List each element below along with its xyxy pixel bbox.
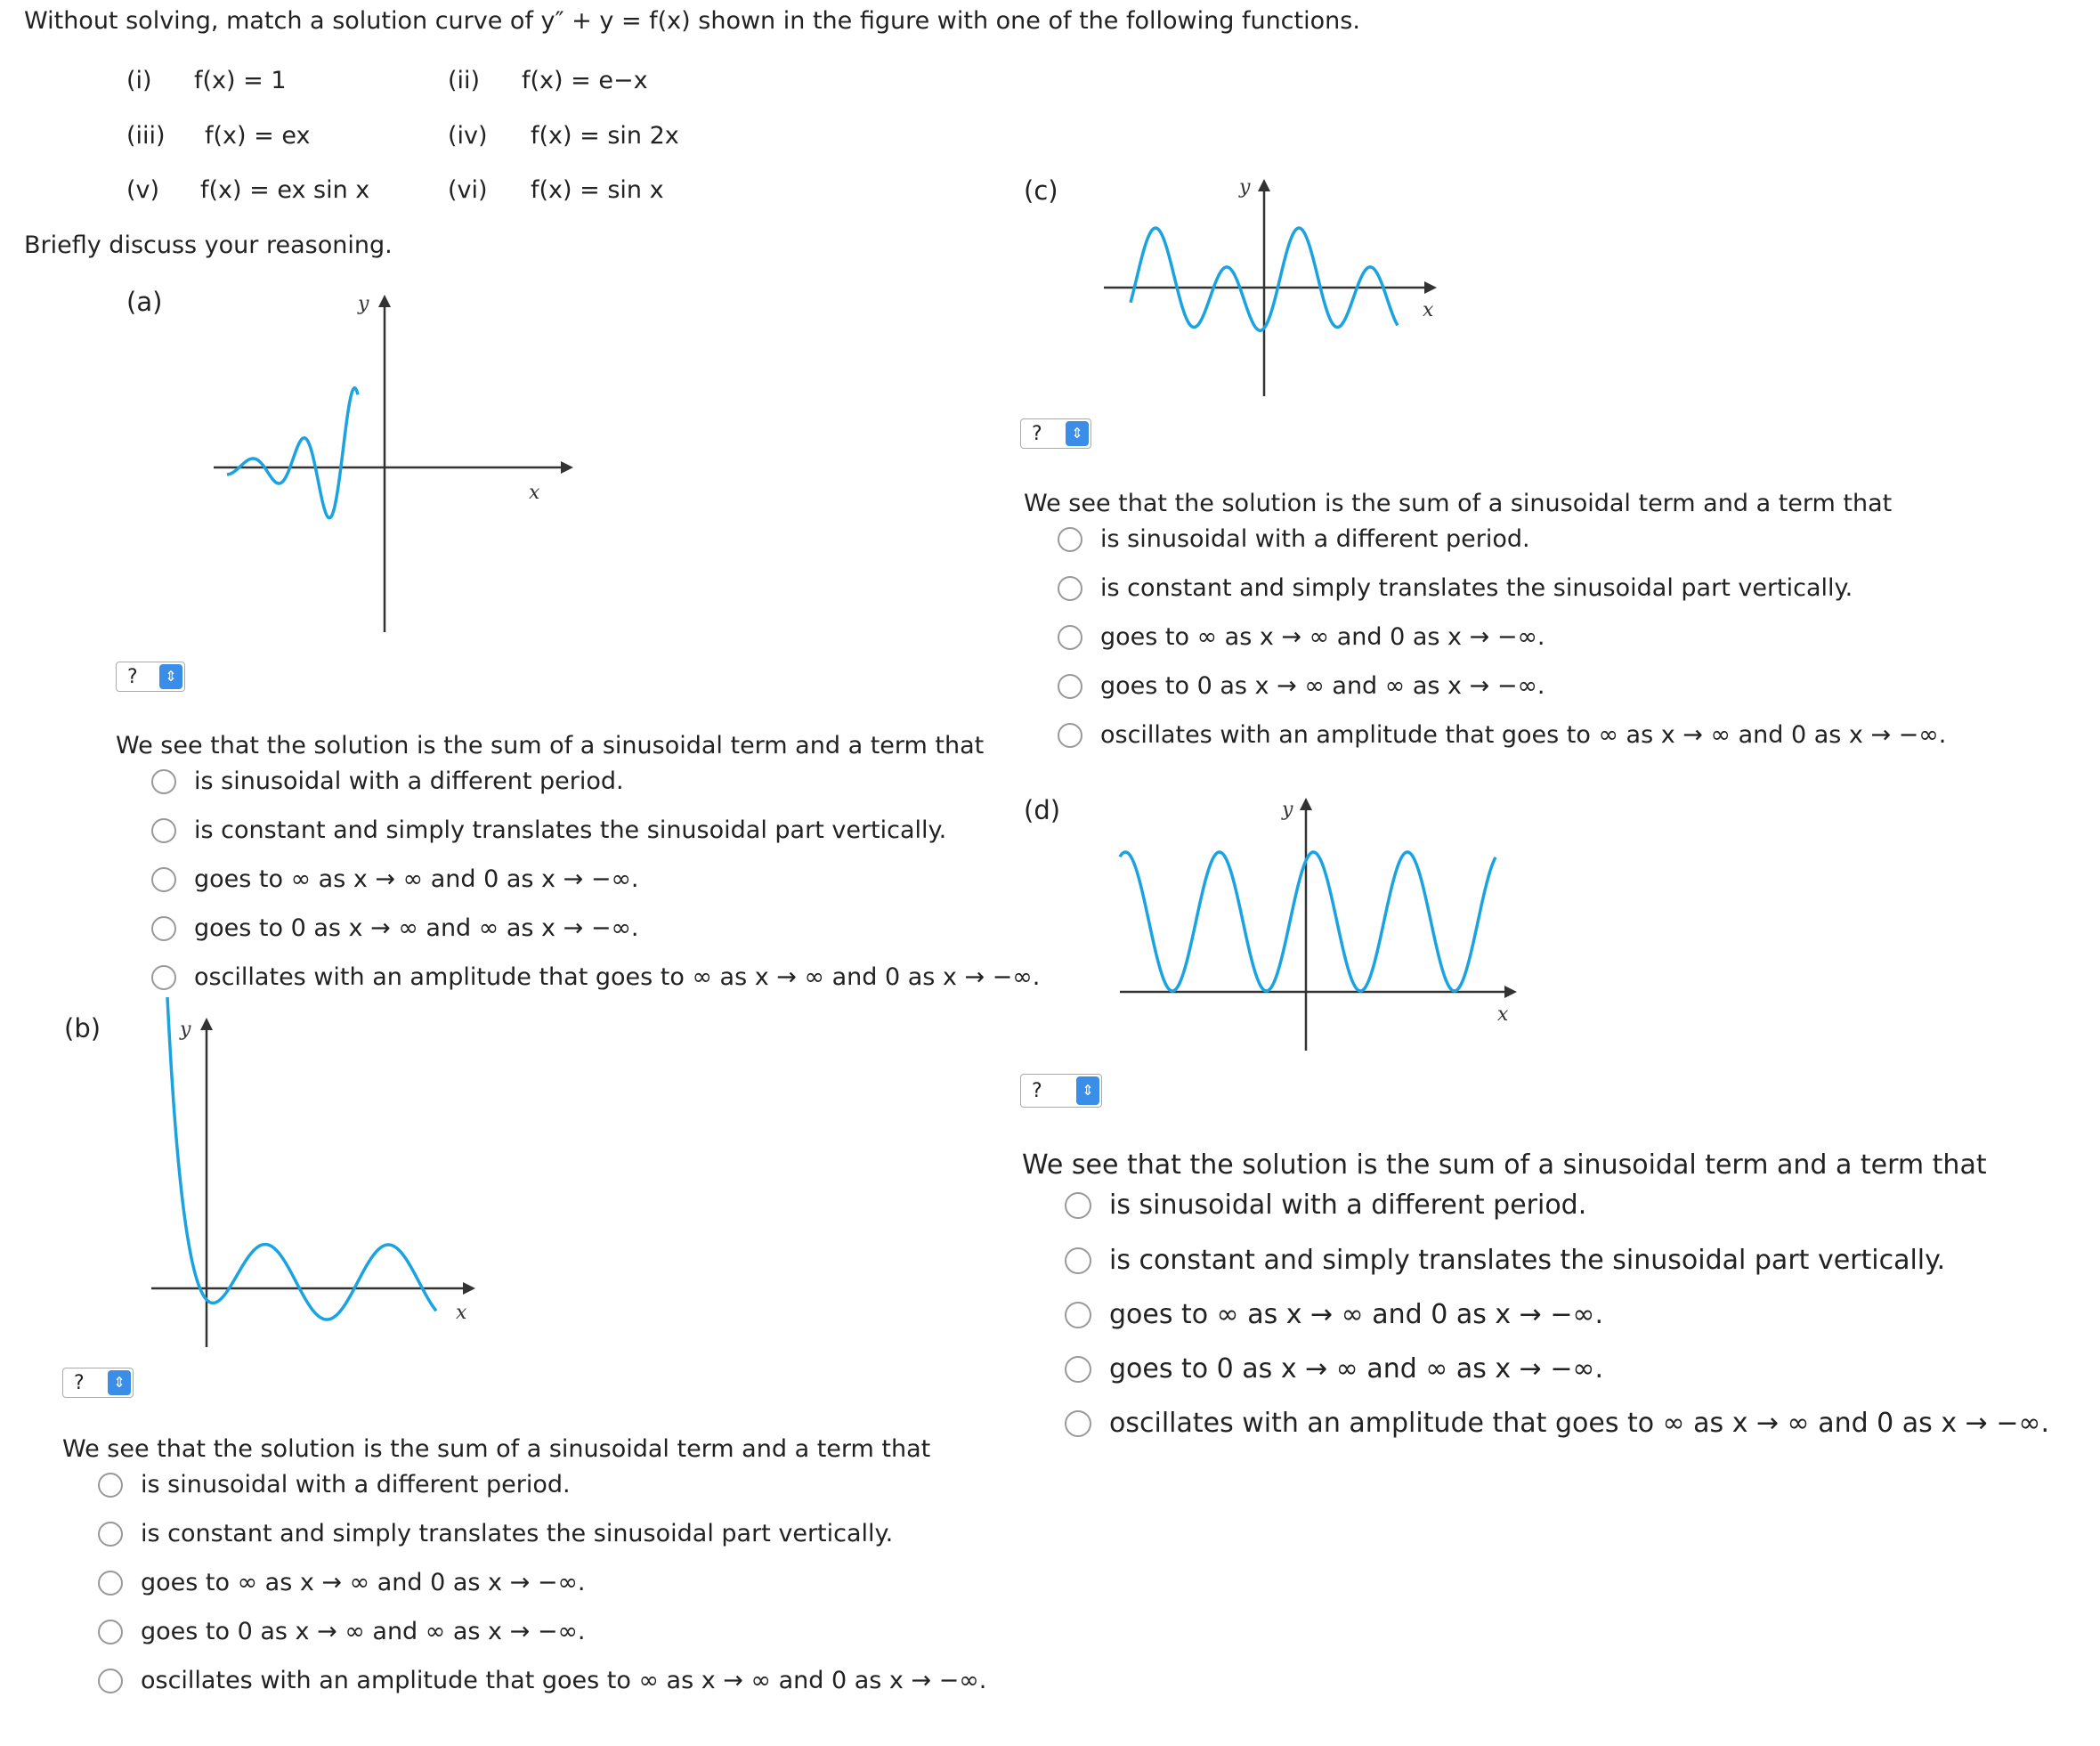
function-expr: f(x) = ex xyxy=(205,122,311,150)
radio-button[interactable] xyxy=(1058,576,1082,601)
part-c-option[interactable] xyxy=(1058,623,1545,651)
problem-prompt: Without solving, match a solution curve of y″ + y = f(x) shown in the figure with one of the following functions. xyxy=(24,7,1360,35)
radio-button[interactable] xyxy=(1065,1192,1091,1219)
part-a-option[interactable] xyxy=(151,816,946,844)
option-label: is constant and simply translates the sinusoidal part vertically. xyxy=(1109,1245,1946,1276)
radio-button[interactable] xyxy=(151,769,176,794)
radio-button[interactable] xyxy=(151,818,176,843)
part-c-label: (c) xyxy=(1024,175,1058,206)
radio-button[interactable] xyxy=(1058,527,1082,552)
option-label: goes to 0 as x → ∞ and ∞ as x → −∞. xyxy=(194,914,639,942)
part-c-reasoning-intro: We see that the solution is the sum of a sinusoidal term and a term that xyxy=(1024,490,1893,517)
y-axis-label: y xyxy=(1239,176,1251,199)
option-label: is constant and simply translates the sinusoidal part vertically. xyxy=(141,1520,894,1547)
part-c-answer-select[interactable] xyxy=(1020,418,1091,449)
option-label: goes to ∞ as x → ∞ and 0 as x → −∞. xyxy=(1100,623,1545,651)
option-label: is sinusoidal with a different period. xyxy=(194,767,624,795)
radio-button[interactable] xyxy=(151,867,176,892)
part-c-option[interactable] xyxy=(1058,721,1946,749)
part-b-option[interactable] xyxy=(98,1667,986,1694)
x-axis-label: x xyxy=(456,1302,467,1324)
select-arrows-icon: ⇕ xyxy=(108,1370,131,1395)
solution-curve-d xyxy=(1120,852,1496,991)
part-d-option[interactable] xyxy=(1065,1190,1586,1221)
part-b-reasoning-intro: We see that the solution is the sum of a sinusoidal term and a term that xyxy=(62,1435,931,1463)
option-label: oscillates with an amplitude that goes to ∞ as x → ∞ and 0 as x → −∞. xyxy=(1109,1408,2049,1439)
option-label: goes to 0 as x → ∞ and ∞ as x → −∞. xyxy=(1100,672,1545,700)
part-a-label: (a) xyxy=(126,287,163,317)
select-value: ? xyxy=(1032,422,1042,445)
part-d-answer-select[interactable] xyxy=(1020,1074,1102,1108)
radio-button[interactable] xyxy=(98,1669,123,1693)
select-arrows-icon: ⇕ xyxy=(159,664,182,689)
y-axis-label: y xyxy=(180,1019,191,1041)
part-b-option[interactable] xyxy=(98,1471,571,1498)
function-expr: f(x) = sin 2x xyxy=(531,122,679,150)
radio-button[interactable] xyxy=(1058,625,1082,650)
option-label: oscillates with an amplitude that goes to ∞ as x → ∞ and 0 as x → −∞. xyxy=(1100,721,1947,749)
option-label: is sinusoidal with a different period. xyxy=(141,1471,571,1498)
graph-c xyxy=(1095,174,1451,414)
part-a-option[interactable] xyxy=(151,963,1040,991)
option-label: goes to 0 as x → ∞ and ∞ as x → −∞. xyxy=(1109,1353,1604,1385)
radio-button[interactable] xyxy=(1065,1410,1091,1437)
discuss-instruction: Briefly discuss your reasoning. xyxy=(24,231,393,259)
radio-button[interactable] xyxy=(1058,674,1082,699)
part-d-option[interactable] xyxy=(1065,1245,1945,1276)
part-a-answer-select[interactable] xyxy=(116,662,185,692)
part-c-option[interactable] xyxy=(1058,672,1545,700)
radio-button[interactable] xyxy=(1065,1302,1091,1328)
option-label: is sinusoidal with a different period. xyxy=(1109,1190,1587,1221)
part-b-option[interactable] xyxy=(98,1569,586,1596)
solution-curve-b xyxy=(167,997,436,1320)
y-axis-label: y xyxy=(1282,799,1293,821)
select-value: ? xyxy=(1032,1079,1042,1102)
radio-button[interactable] xyxy=(1065,1247,1091,1274)
select-value: ? xyxy=(127,665,138,688)
select-arrows-icon: ⇕ xyxy=(1066,421,1089,446)
part-a-option[interactable] xyxy=(151,767,624,795)
part-c-option[interactable] xyxy=(1058,525,1530,553)
option-label: goes to ∞ as x → ∞ and 0 as x → −∞. xyxy=(1109,1299,1604,1330)
part-c-option[interactable] xyxy=(1058,574,1853,602)
part-d-option[interactable] xyxy=(1065,1299,1603,1330)
graph-b xyxy=(134,1011,490,1349)
radio-button[interactable] xyxy=(1065,1356,1091,1383)
part-d-option[interactable] xyxy=(1065,1353,1603,1385)
part-d-option[interactable] xyxy=(1065,1408,2049,1439)
option-label: is constant and simply translates the sinusoidal part vertically. xyxy=(194,816,947,844)
option-label: oscillates with an amplitude that goes to ∞ as x → ∞ and 0 as x → −∞. xyxy=(194,963,1041,991)
option-label: goes to ∞ as x → ∞ and 0 as x → −∞. xyxy=(141,1569,586,1596)
y-axis-label: y xyxy=(358,293,369,315)
part-b-answer-select[interactable] xyxy=(62,1368,134,1398)
radio-button[interactable] xyxy=(98,1571,123,1596)
part-b-label: (b) xyxy=(64,1013,101,1044)
part-a-reasoning-intro: We see that the solution is the sum of a sinusoidal term and a term that xyxy=(116,732,985,759)
graph-a xyxy=(205,285,579,614)
option-label: oscillates with an amplitude that goes to ∞ as x → ∞ and 0 as x → −∞. xyxy=(141,1667,987,1694)
part-d-reasoning-intro: We see that the solution is the sum of a sinusoidal term and a term that xyxy=(1022,1149,1987,1181)
part-a-option[interactable] xyxy=(151,914,639,942)
solution-curve-a xyxy=(227,388,358,518)
function-num: (i) xyxy=(126,67,152,94)
part-b-option[interactable] xyxy=(98,1520,893,1547)
radio-button[interactable] xyxy=(151,916,176,941)
part-d-label: (d) xyxy=(1024,795,1061,825)
select-value: ? xyxy=(74,1371,85,1394)
x-axis-label: x xyxy=(1497,1003,1509,1026)
function-expr: f(x) = e−x xyxy=(522,67,648,94)
function-expr: f(x) = ex sin x xyxy=(200,176,370,204)
function-expr: f(x) = 1 xyxy=(194,67,287,94)
part-b-option[interactable] xyxy=(98,1618,586,1645)
graph-d xyxy=(1113,792,1540,1060)
radio-button[interactable] xyxy=(98,1473,123,1498)
function-num: (ii) xyxy=(448,67,481,94)
radio-button[interactable] xyxy=(151,965,176,990)
function-expr: f(x) = sin x xyxy=(531,176,664,204)
select-arrows-icon: ⇕ xyxy=(1076,1076,1099,1105)
radio-button[interactable] xyxy=(98,1522,123,1547)
option-label: is sinusoidal with a different period. xyxy=(1100,525,1530,553)
function-num: (iv) xyxy=(448,122,488,150)
option-label: goes to 0 as x → ∞ and ∞ as x → −∞. xyxy=(141,1618,586,1645)
function-num: (vi) xyxy=(448,176,488,204)
radio-button[interactable] xyxy=(98,1620,123,1644)
part-a-option[interactable] xyxy=(151,865,639,893)
option-label: is constant and simply translates the sinusoidal part vertically. xyxy=(1100,574,1853,602)
x-axis-label: x xyxy=(1423,299,1434,321)
function-num: (iii) xyxy=(126,122,166,150)
function-num: (v) xyxy=(126,176,160,204)
option-label: goes to ∞ as x → ∞ and 0 as x → −∞. xyxy=(194,865,639,893)
radio-button[interactable] xyxy=(1058,723,1082,748)
x-axis-label: x xyxy=(529,482,540,504)
